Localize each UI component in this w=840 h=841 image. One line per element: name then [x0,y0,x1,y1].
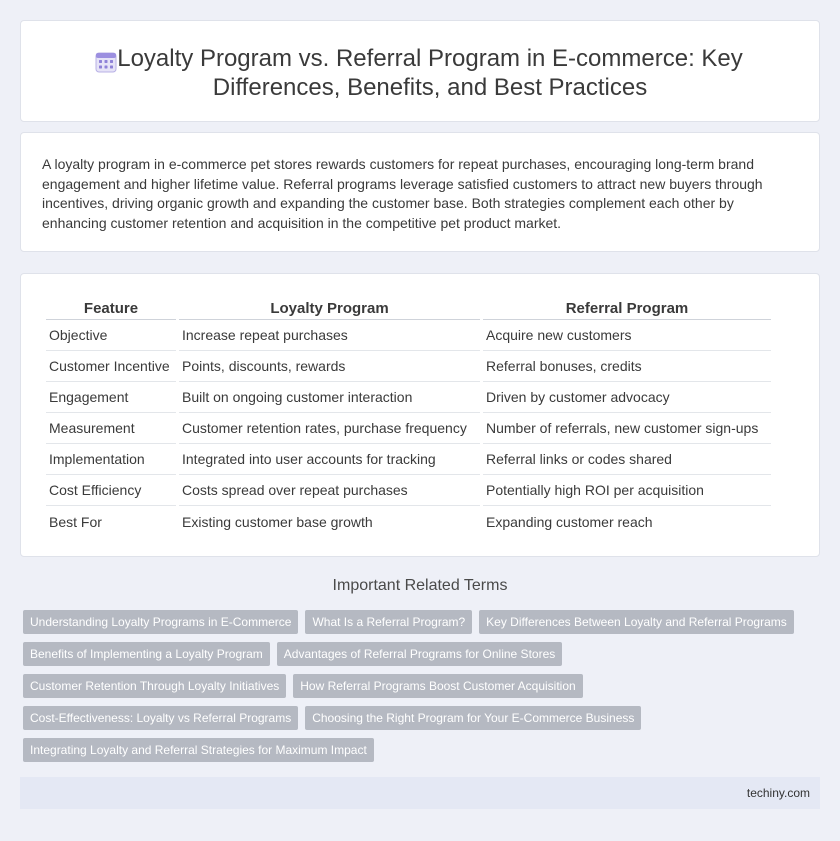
tag-row [23,642,820,666]
cell-loyalty: Customer retention rates, purchase frequency [179,413,480,444]
header-loyalty: Loyalty Program [179,298,480,320]
related-terms-list [20,610,820,770]
tag-row [23,706,820,730]
cell-referral: Number of referrals, new customer sign-ups [483,413,771,444]
title-card [20,20,820,122]
tag-row [23,610,820,634]
related-term-tag[interactable]: Understanding Loyalty Programs in E-Commerce [23,610,298,634]
related-term-tag[interactable]: How Referral Programs Boost Customer Acquisition [293,674,582,698]
cell-loyalty: Existing customer base growth [182,513,373,530]
cell-loyalty: Integrated into user accounts for tracking [179,444,480,475]
cell-referral: Referral bonuses, credits [483,351,771,382]
intro-card [20,132,820,252]
cell-feature: Implementation [46,444,176,475]
cell-referral: Acquire new customers [483,320,771,351]
table-row [46,382,771,413]
cell-feature: Best For [49,513,102,530]
cell-loyalty: Costs spread over repeat purchases [179,475,480,506]
comparison-table [43,298,774,537]
header-referral: Referral Program [483,298,771,320]
footer-site-link[interactable]: techiny.com [746,786,810,800]
intro-paragraph: A loyalty program in e-commerce pet stores rewards customers for repeat purchases, encouraging long-term brand engagement and higher lifetime value. Referral programs leverage satisfied customers to attract new buyers through incentives, driving organic growth and expanding the customer base. Both strategies complement each other by enhancing customer retention and acquisition in the competitive pet product market. [42,156,763,231]
cell-feature: Measurement [46,413,176,444]
table-header-row [46,298,771,320]
related-term-tag[interactable]: Cost-Effectiveness: Loyalty vs Referral Programs [23,706,298,730]
cell-loyalty: Increase repeat purchases [179,320,480,351]
cell-referral: Driven by customer advocacy [483,382,771,413]
cell-feature: Engagement [46,382,176,413]
related-term-tag[interactable]: Choosing the Right Program for Your E-Commerce Business [305,706,641,730]
cell-referral: Potentially high ROI per acquisition [483,475,771,506]
table-row [46,506,771,537]
table-row [46,475,771,506]
table-row [46,444,771,475]
tag-row [23,738,820,762]
related-term-tag[interactable]: Benefits of Implementing a Loyalty Program [23,642,270,666]
related-term-tag[interactable]: Integrating Loyalty and Referral Strategies for Maximum Impact [23,738,374,762]
cell-loyalty: Points, discounts, rewards [179,351,480,382]
page-title: Loyalty Program vs. Referral Program in E-commerce: Key Differences, Benefits, and Best Practices [117,45,743,101]
cell-feature: Cost Efficiency [46,475,176,506]
related-term-tag[interactable]: What Is a Referral Program? [305,610,472,634]
cell-feature: Customer Incentive [46,351,176,382]
cell-loyalty: Built on ongoing customer interaction [179,382,480,413]
cell-feature: Objective [46,320,176,351]
cell-referral: Referral links or codes shared [483,444,771,475]
table-row [46,320,771,351]
cell-referral: Expanding customer reach [486,513,653,530]
related-term-tag[interactable]: Advantages of Referral Programs for Online Stores [277,642,562,666]
table-row [46,413,771,444]
table-row [46,351,771,382]
tag-row [23,674,820,698]
related-terms-heading: Important Related Terms [332,577,508,594]
footer [20,777,820,809]
comparison-card [20,273,820,557]
header-feature: Feature [46,298,176,320]
related-term-tag[interactable]: Customer Retention Through Loyalty Initiatives [23,674,286,698]
related-term-tag[interactable]: Key Differences Between Loyalty and Referral Programs [479,610,794,634]
